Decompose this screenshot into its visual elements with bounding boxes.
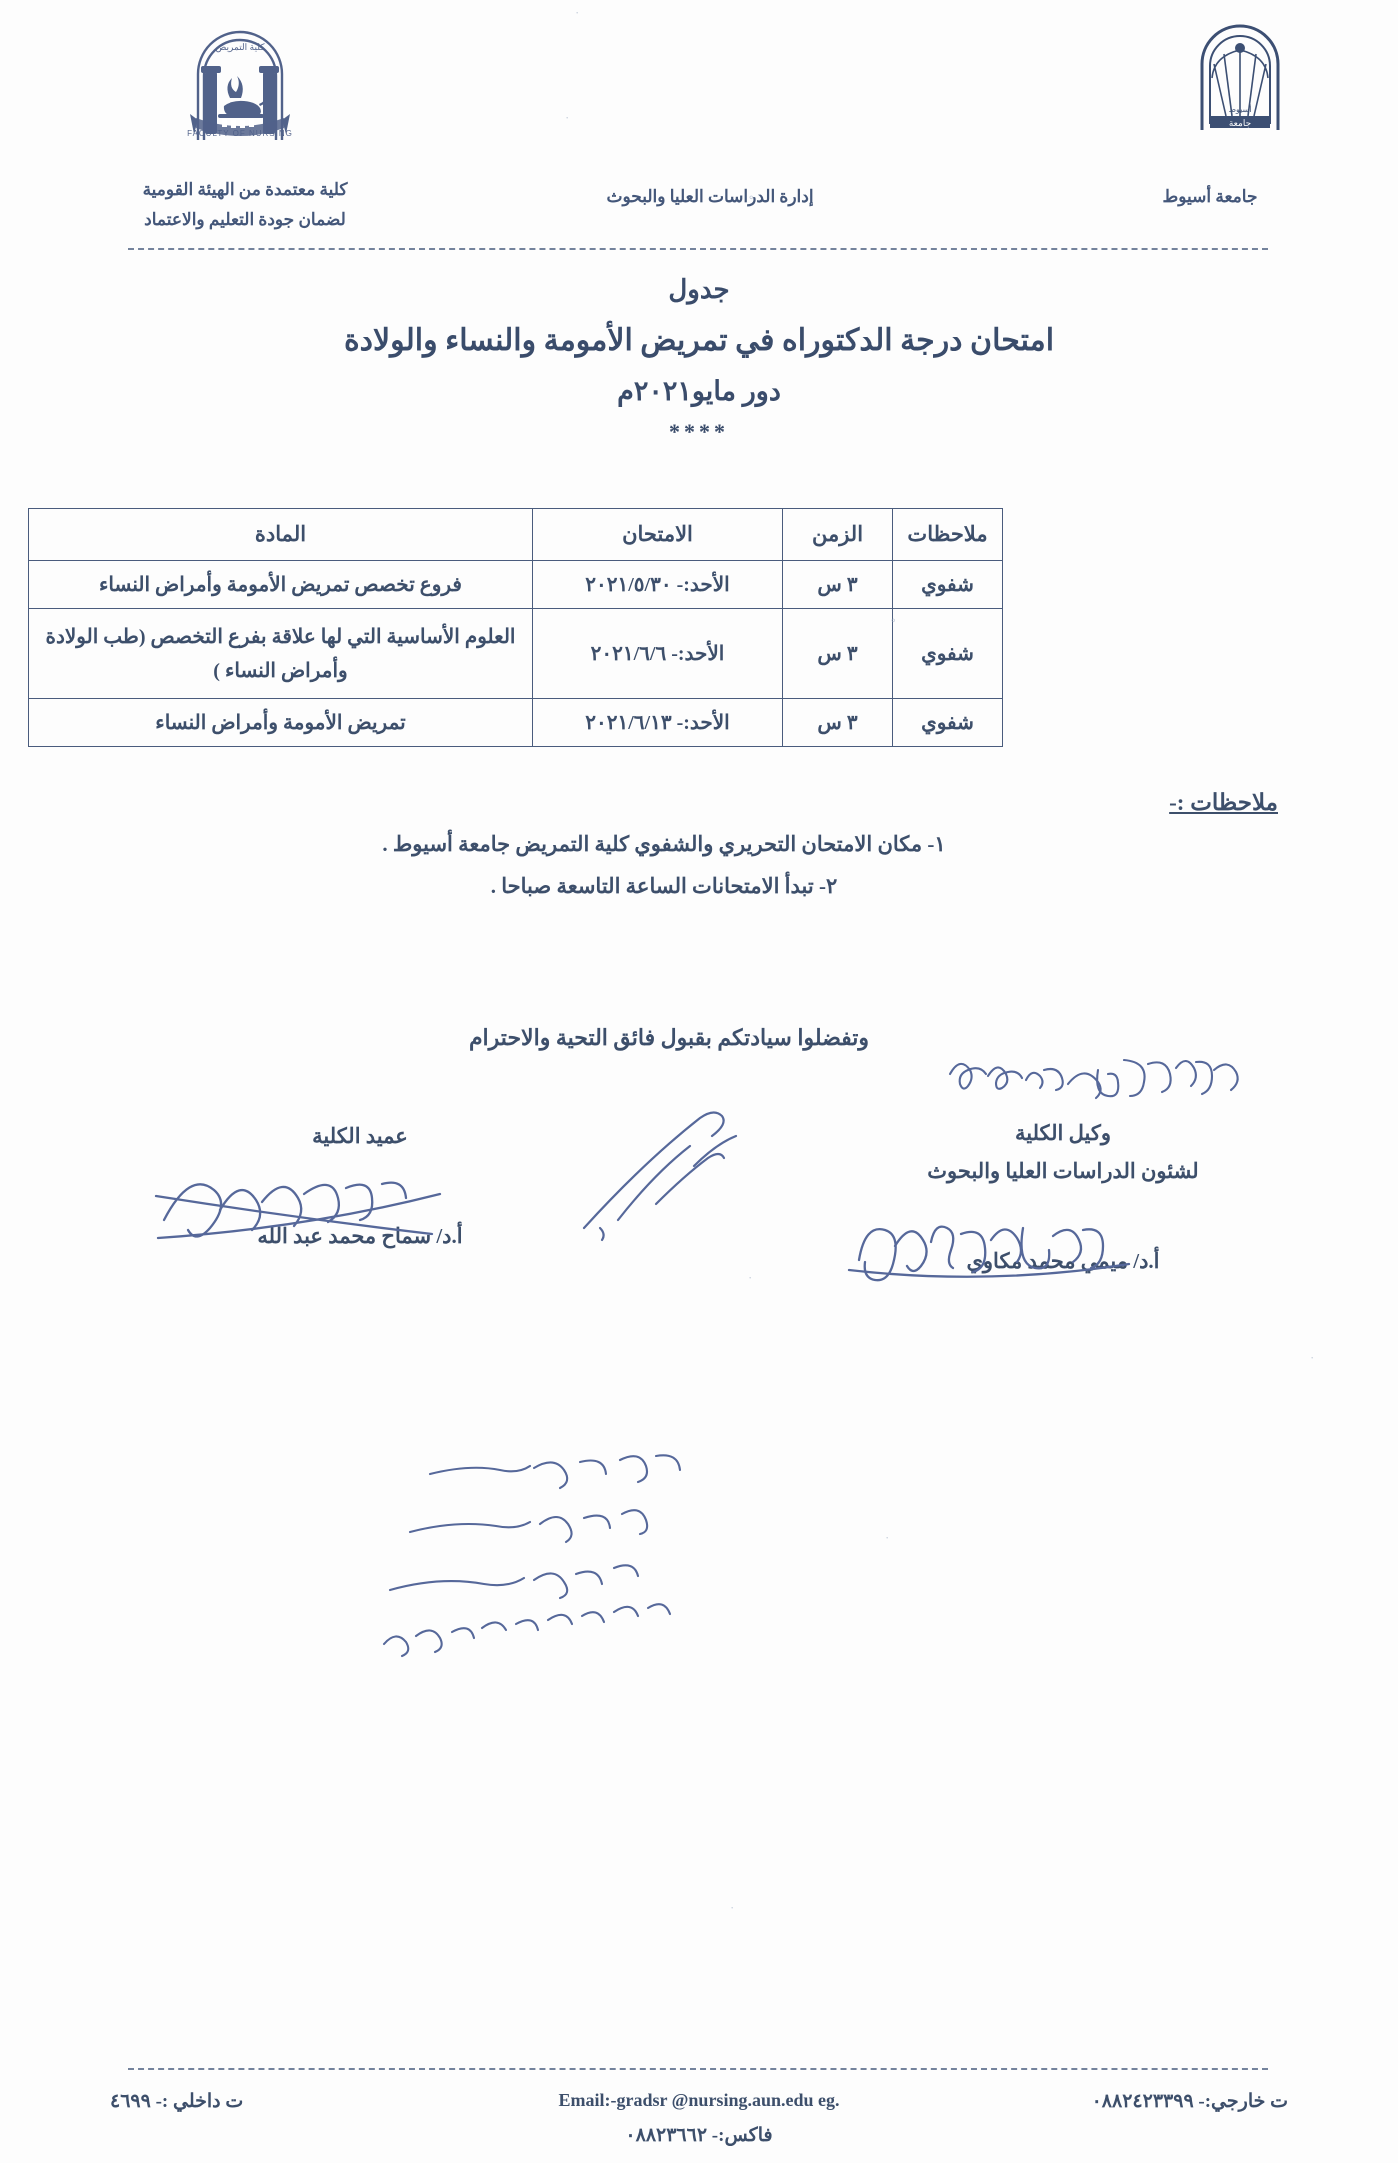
cell-subject: تمريض الأمومة وأمراض النساء	[29, 699, 533, 747]
title-line-2: امتحان درجة الدكتوراه في تمريض الأمومة والنساء والولادة	[343, 324, 1055, 357]
exam-schedule-table-wrapper	[28, 508, 1003, 747]
scan-artifact: ·	[1310, 1350, 1315, 1365]
cell-notes: شفوي	[893, 561, 1003, 609]
scan-artifact: ·	[565, 110, 570, 125]
university-name-text: جامعة أسيوط	[1162, 187, 1258, 206]
internal-phone: ت داخلي :- ٤٦٩٩	[110, 2091, 244, 2112]
title-line-1: جدول	[668, 275, 730, 304]
accreditation-text	[110, 175, 380, 235]
exam-schedule-table	[28, 508, 1003, 747]
assiut-university-logo	[1180, 20, 1300, 135]
column-header-time: الزمن	[783, 509, 893, 561]
scan-artifact: ·	[730, 1900, 735, 1915]
external-phone: ت خارجي:- ٠٨٨٢٤٢٣٣٩٩	[1091, 2091, 1288, 2112]
cell-exam-date: الأحد:- ٢٠٢١/٥/٣٠	[533, 561, 783, 609]
signature-block-dean	[225, 1118, 495, 1256]
closing-salutation: وتفضلوا سيادتكم بقبول فائق التحية والاحترام	[468, 1025, 870, 1050]
scan-artifact: ·	[748, 1270, 753, 1285]
table-row	[29, 699, 1003, 747]
department-text: إدارة الدراسات العليا والبحوث	[606, 187, 814, 206]
signature-block-vice-dean	[888, 1115, 1238, 1280]
dean-role-line-1: عميد الكلية	[312, 1124, 408, 1148]
svg-text:كلية التمريض: كلية التمريض	[215, 42, 265, 52]
notes-title: ملاحظات :-	[1169, 790, 1278, 815]
fax-number: فاكس:- ٠٨٨٢٣٦٦٢	[625, 2125, 773, 2146]
cell-exam-date: الأحد:- ٢٠٢١/٦/٦	[533, 609, 783, 699]
column-header-subject: المادة	[29, 509, 533, 561]
scan-artifact: ·	[885, 1530, 890, 1545]
table-header-row	[29, 509, 1003, 561]
handwritten-annotation-top-right	[938, 1040, 1268, 1120]
note-item: ١- مكان الامتحان التحريري والشفوي كلية التمريض جامعة أسيوط .	[382, 832, 946, 856]
cell-exam-date: الأحد:- ٢٠٢١/٦/١٣	[533, 699, 783, 747]
title-line-3: دور مايو٢٠٢١م	[617, 376, 781, 406]
svg-text:أسيوط: أسيوط	[1228, 105, 1252, 114]
scan-artifact: ·	[575, 5, 580, 20]
cell-notes: شفوي	[893, 609, 1003, 699]
cell-subject: فروع تخصص تمريض الأمومة وأمراض النساء	[29, 561, 533, 609]
cell-notes: شفوي	[893, 699, 1003, 747]
table-row	[29, 609, 1003, 699]
handwritten-annotation-lower	[370, 1440, 790, 1670]
accreditation-line-1: كلية معتمدة من الهيئة القومية	[142, 180, 348, 199]
vice-dean-role-line-1: وكيل الكلية	[1014, 1121, 1111, 1145]
column-header-exam: الامتحان	[533, 509, 783, 561]
handwritten-annotation-center	[560, 1100, 780, 1240]
svg-text:جامعة: جامعة	[1228, 118, 1252, 128]
vice-dean-role-line-2: لشئون الدراسات العليا والبحوث	[927, 1158, 1199, 1183]
svg-text:FACULTY OF NURSING: FACULTY OF NURSING	[187, 129, 293, 138]
header-divider	[128, 248, 1268, 250]
email-address: Email:-gradsr @nursing.aun.edu eg.	[558, 2090, 840, 2110]
table-row	[29, 561, 1003, 609]
title-star-separator: ****	[669, 419, 729, 444]
accreditation-line-2: لضمان جودة التعليم والاعتماد	[144, 209, 346, 229]
cell-time: ٣ س	[783, 561, 893, 609]
faculty-of-nursing-logo	[180, 28, 300, 143]
dean-name: أ.د/ سماح محمد عبد الله	[257, 1223, 463, 1248]
document-title-block	[0, 275, 1398, 445]
note-item: ٢- تبدأ الامتحانات الساعة التاسعة صباحا .	[490, 874, 838, 898]
footer-divider	[128, 2068, 1268, 2070]
column-header-notes: ملاحظات	[893, 509, 1003, 561]
vice-dean-name: أ.د/ ميمي محمد مكاوي	[966, 1248, 1160, 1273]
cell-time: ٣ س	[783, 609, 893, 699]
cell-time: ٣ س	[783, 699, 893, 747]
document-footer	[0, 2090, 1398, 2160]
cell-subject: العلوم الأساسية التي لها علاقة بفرع التخصص (طب الولادة وأمراض النساء )	[29, 609, 533, 699]
document-header	[0, 10, 1398, 240]
